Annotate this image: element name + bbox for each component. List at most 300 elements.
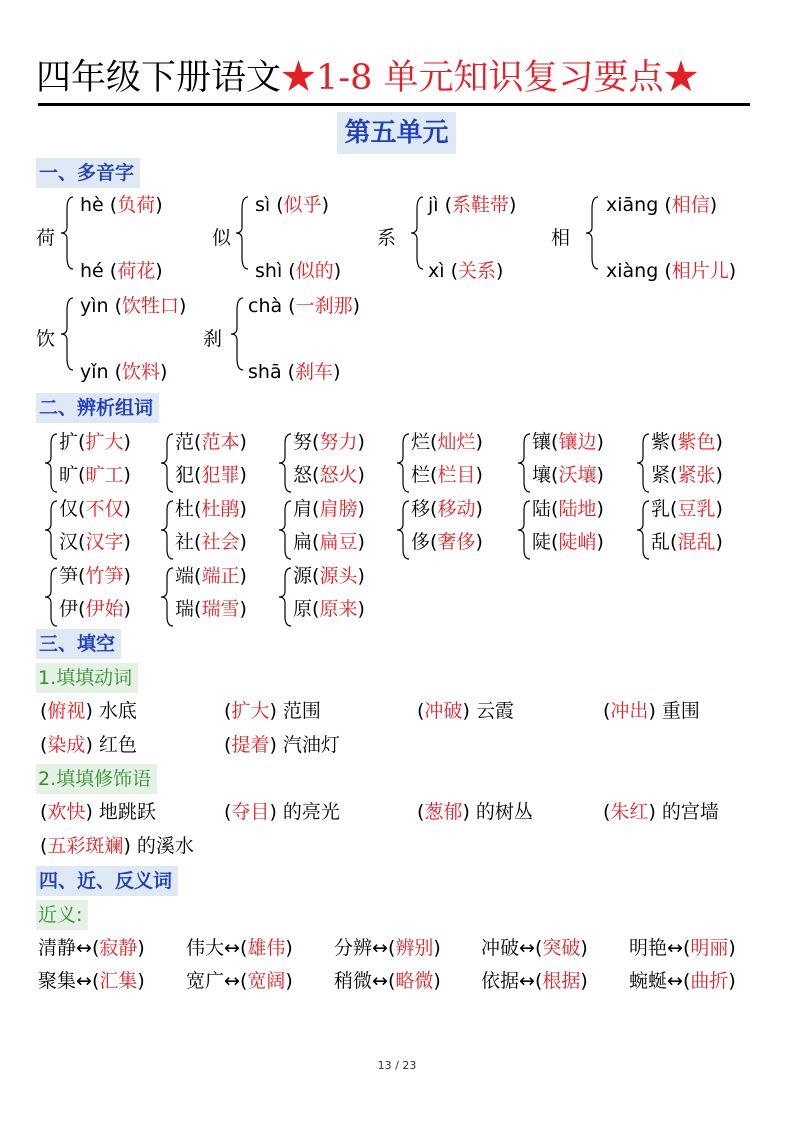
synonym-answer-paren: ( bbox=[239, 937, 248, 959]
fill-paren: ( bbox=[224, 734, 232, 756]
synonym-arrow: ↔ bbox=[519, 937, 535, 959]
polyphonic-example-paren: ) bbox=[155, 194, 163, 216]
pair-example-paren: ) bbox=[715, 464, 723, 486]
pinyin: shā bbox=[248, 361, 288, 383]
polyphonic-brace bbox=[235, 196, 249, 270]
pair-example-paren: ( bbox=[78, 464, 86, 486]
pair-example-paren: ( bbox=[194, 464, 202, 486]
synonym-answer-word: 略微 bbox=[395, 970, 434, 992]
synonym-answer-word: 雄伟 bbox=[247, 937, 286, 959]
synonym-word: 聚集 bbox=[38, 970, 77, 992]
synonym-arrow: ↔ bbox=[667, 937, 683, 959]
synonym-item bbox=[186, 935, 293, 961]
pair-item bbox=[59, 429, 131, 455]
pinyin: yǐn bbox=[80, 361, 115, 383]
pair-example-paren: ) bbox=[475, 498, 483, 520]
pair-example-paren: ( bbox=[312, 565, 320, 587]
pair-example-word: 陡峭 bbox=[558, 531, 597, 553]
pair-example-paren: ( bbox=[78, 431, 86, 453]
polyphonic-char: 系 bbox=[377, 227, 397, 249]
pair-example-word: 移动 bbox=[437, 498, 476, 520]
synonym-arrow: ↔ bbox=[224, 970, 240, 992]
fill-text: 云霞 bbox=[469, 700, 514, 722]
pair-example-word: 杜鹃 bbox=[201, 498, 240, 520]
pair-example-paren: ( bbox=[430, 431, 438, 453]
pair-item bbox=[175, 563, 247, 589]
pair-example-paren: ) bbox=[239, 531, 247, 553]
pair-char: 努 bbox=[293, 431, 313, 453]
fill-item bbox=[603, 698, 700, 724]
fill-item bbox=[40, 833, 194, 859]
pair-item bbox=[59, 563, 131, 589]
synonym-item bbox=[629, 968, 736, 994]
fill-text: 红色 bbox=[92, 734, 137, 756]
title-underline bbox=[38, 103, 750, 106]
synonym-answer-word: 曲折 bbox=[690, 970, 729, 992]
polyphonic-reading bbox=[255, 192, 329, 218]
polyphonic-example-paren: ) bbox=[160, 361, 168, 383]
synonym-word: 依据 bbox=[481, 970, 520, 992]
synonym-answer-word: 根据 bbox=[542, 970, 581, 992]
pair-example-word: 源头 bbox=[319, 565, 358, 587]
polyphonic-example-paren: ( bbox=[114, 361, 123, 383]
pair-example-paren: ( bbox=[78, 565, 86, 587]
pair-item bbox=[532, 429, 604, 455]
pair-example-paren: ) bbox=[123, 531, 131, 553]
polyphonic-reading bbox=[255, 258, 341, 284]
polyphonic-example-paren: ( bbox=[664, 194, 672, 216]
polyphonic-example-paren: ( bbox=[450, 260, 458, 282]
fill-text: 范围 bbox=[276, 700, 321, 722]
synonym-answer-paren: ) bbox=[285, 937, 293, 959]
pair-example-paren: ( bbox=[670, 498, 678, 520]
polyphonic-reading bbox=[248, 359, 340, 385]
pair-example-word: 镶边 bbox=[558, 431, 597, 453]
pair-brace bbox=[278, 500, 292, 560]
pair-example-word: 沃壤 bbox=[558, 464, 597, 486]
fill-item bbox=[40, 698, 137, 724]
polyphonic-brace bbox=[60, 196, 74, 270]
pair-example-word: 紧张 bbox=[677, 464, 716, 486]
pair-example-word: 混乱 bbox=[677, 531, 716, 553]
pair-example-word: 紫色 bbox=[677, 431, 716, 453]
pair-example-paren: ( bbox=[312, 531, 320, 553]
polyphonic-example-paren: ( bbox=[664, 260, 672, 282]
fill-item bbox=[224, 799, 340, 825]
fill-answer: 冲出 bbox=[610, 700, 649, 722]
synonym-answer-paren: ) bbox=[285, 970, 293, 992]
polyphonic-example-paren: ( bbox=[287, 361, 296, 383]
pair-example-word: 社会 bbox=[201, 531, 240, 553]
pair-example-paren: ) bbox=[239, 565, 247, 587]
pair-brace bbox=[160, 433, 174, 493]
pair-example-word: 原来 bbox=[319, 598, 358, 620]
fill-item bbox=[224, 698, 321, 724]
synonym-word: 宽广 bbox=[186, 970, 225, 992]
pair-item bbox=[293, 496, 365, 522]
pair-example-paren: ) bbox=[596, 498, 604, 520]
synonym-answer-paren: ( bbox=[387, 937, 396, 959]
synonym-answer-paren: ( bbox=[387, 970, 396, 992]
polyphonic-char: 饮 bbox=[36, 328, 56, 350]
synonym-answer-word: 辨别 bbox=[395, 937, 434, 959]
fill-paren: ( bbox=[224, 700, 232, 722]
fill-paren: ) bbox=[462, 700, 470, 722]
pair-char: 范 bbox=[175, 431, 195, 453]
polyphonic-example-paren: ( bbox=[109, 260, 118, 282]
synonym-answer-paren: ) bbox=[728, 937, 736, 959]
fill-answer: 染成 bbox=[47, 734, 86, 756]
synonym-answer-paren: ( bbox=[91, 937, 100, 959]
synonym-answer-paren: ) bbox=[728, 970, 736, 992]
pinyin: shì bbox=[255, 260, 289, 282]
fill-answer: 五彩斑斓 bbox=[47, 835, 124, 857]
pair-char: 乳 bbox=[651, 498, 671, 520]
synonym-answer-word: 汇集 bbox=[99, 970, 138, 992]
pair-example-paren: ( bbox=[78, 598, 86, 620]
pair-example-word: 伊始 bbox=[85, 598, 124, 620]
fill-answer: 冲破 bbox=[424, 700, 463, 722]
pair-example-word: 豆乳 bbox=[677, 498, 716, 520]
pair-example-paren: ( bbox=[430, 464, 438, 486]
synonym-answer-paren: ( bbox=[534, 970, 543, 992]
pair-example-paren: ) bbox=[123, 431, 131, 453]
fill-answer: 扩大 bbox=[231, 700, 270, 722]
pair-char: 肩 bbox=[293, 498, 313, 520]
pair-example-word: 扁豆 bbox=[319, 531, 358, 553]
fill-paren: ) bbox=[85, 734, 93, 756]
pair-example-paren: ) bbox=[475, 431, 483, 453]
pair-example-paren: ) bbox=[123, 498, 131, 520]
synonym-word: 稍微 bbox=[334, 970, 373, 992]
pair-example-paren: ( bbox=[430, 498, 438, 520]
synonym-answer-word: 突破 bbox=[542, 937, 581, 959]
pair-example-word: 陆地 bbox=[558, 498, 597, 520]
pinyin: hè bbox=[80, 194, 110, 216]
fill-paren: ( bbox=[40, 835, 48, 857]
synonym-arrow: ↔ bbox=[667, 970, 683, 992]
pair-example-paren: ( bbox=[194, 498, 202, 520]
pair-item bbox=[532, 496, 604, 522]
pair-char: 怒 bbox=[293, 464, 313, 486]
synonym-item bbox=[481, 935, 588, 961]
pair-example-paren: ) bbox=[123, 565, 131, 587]
synonym-word: 冲破 bbox=[481, 937, 520, 959]
pair-example-paren: ) bbox=[357, 498, 365, 520]
pair-example-word: 瑞雪 bbox=[201, 598, 240, 620]
synonym-word: 清静 bbox=[38, 937, 77, 959]
pair-example-word: 肩膀 bbox=[319, 498, 358, 520]
pair-brace bbox=[160, 500, 174, 560]
fill-paren: ( bbox=[417, 700, 425, 722]
polyphonic-example-paren: ) bbox=[709, 194, 718, 216]
fill-paren: ) bbox=[85, 700, 93, 722]
unit-banner: 第五单元 bbox=[337, 112, 456, 154]
synonym-arrow: ↔ bbox=[372, 937, 388, 959]
pair-brace bbox=[44, 433, 58, 493]
section-heading-fill: 三、填空 bbox=[36, 629, 121, 659]
polyphonic-example-paren: ( bbox=[288, 295, 296, 317]
polyphonic-example-word: 负荷 bbox=[117, 194, 156, 216]
pair-example-word: 奢侈 bbox=[437, 531, 476, 553]
pair-item bbox=[293, 429, 365, 455]
pair-example-paren: ( bbox=[551, 531, 559, 553]
pair-example-paren: ) bbox=[357, 565, 365, 587]
fill-paren: ( bbox=[417, 801, 425, 823]
synonym-answer-word: 宽阔 bbox=[247, 970, 286, 992]
synonym-item bbox=[629, 935, 736, 961]
pair-item bbox=[532, 529, 604, 555]
pair-char: 社 bbox=[175, 531, 195, 553]
polyphonic-char: 似 bbox=[212, 227, 232, 249]
polyphonic-example-word: 相信 bbox=[671, 194, 710, 216]
pair-brace bbox=[44, 567, 58, 627]
fill-text: 的溪水 bbox=[130, 835, 194, 857]
synonym-arrow: ↔ bbox=[372, 970, 388, 992]
pair-item bbox=[411, 496, 483, 522]
polyphonic-example-word: 饮牲口 bbox=[122, 295, 180, 317]
pair-item bbox=[411, 462, 483, 488]
pair-example-paren: ) bbox=[715, 431, 723, 453]
polyphonic-reading bbox=[606, 258, 736, 284]
pair-item bbox=[59, 496, 131, 522]
section-heading-synonyms: 四、近、反义词 bbox=[36, 866, 178, 896]
pair-example-paren: ) bbox=[357, 531, 365, 553]
polyphonic-example-word: 似乎 bbox=[283, 194, 322, 216]
polyphonic-char: 相 bbox=[551, 227, 571, 249]
pair-char: 紧 bbox=[651, 464, 671, 486]
synonym-answer-paren: ( bbox=[682, 970, 691, 992]
pair-item bbox=[651, 529, 723, 555]
fill-paren: ) bbox=[648, 700, 656, 722]
pair-example-paren: ( bbox=[78, 531, 86, 553]
polyphonic-example-paren: ) bbox=[179, 295, 187, 317]
synonym-arrow: ↔ bbox=[76, 970, 92, 992]
pair-char: 笋 bbox=[59, 565, 79, 587]
pair-example-paren: ( bbox=[551, 464, 559, 486]
polyphonic-example-paren: ) bbox=[509, 194, 517, 216]
synonym-answer-paren: ) bbox=[580, 937, 588, 959]
pair-item bbox=[59, 462, 131, 488]
pair-example-paren: ( bbox=[312, 464, 320, 486]
pair-example-paren: ( bbox=[670, 464, 678, 486]
pair-item bbox=[175, 462, 247, 488]
polyphonic-char: 刹 bbox=[203, 328, 223, 350]
pair-brace bbox=[636, 500, 650, 560]
synonym-item bbox=[334, 968, 441, 994]
title-main: 四年级下册语文 bbox=[36, 58, 282, 98]
pair-example-paren: ) bbox=[239, 498, 247, 520]
pair-example-paren: ( bbox=[194, 565, 202, 587]
pinyin: xiāng bbox=[606, 194, 665, 216]
fill-paren: ( bbox=[603, 700, 611, 722]
pair-char: 镶 bbox=[532, 431, 552, 453]
pinyin: xiàng bbox=[606, 260, 665, 282]
fill-answer: 朱红 bbox=[610, 801, 649, 823]
polyphonic-brace bbox=[230, 297, 244, 371]
pair-char: 移 bbox=[411, 498, 431, 520]
pair-item bbox=[175, 496, 247, 522]
synonym-answer-paren: ( bbox=[91, 970, 100, 992]
synonym-answer-paren: ) bbox=[137, 970, 145, 992]
fill-answer: 欢快 bbox=[47, 801, 86, 823]
fill-item bbox=[417, 698, 514, 724]
synonym-item bbox=[38, 935, 145, 961]
pair-char: 旷 bbox=[59, 464, 79, 486]
pair-example-word: 竹笋 bbox=[85, 565, 124, 587]
pair-char: 扁 bbox=[293, 531, 313, 553]
polyphonic-reading bbox=[606, 192, 717, 218]
pair-example-paren: ) bbox=[596, 464, 604, 486]
document-title bbox=[36, 52, 756, 104]
pair-char: 烂 bbox=[411, 431, 431, 453]
polyphonic-reading bbox=[80, 258, 163, 284]
pair-example-paren: ) bbox=[715, 531, 723, 553]
pair-item bbox=[293, 563, 365, 589]
polyphonic-example-paren: ( bbox=[114, 295, 123, 317]
pair-char: 陆 bbox=[532, 498, 552, 520]
pair-char: 壤 bbox=[532, 464, 552, 486]
pair-item bbox=[293, 462, 365, 488]
synonym-arrow: ↔ bbox=[76, 937, 92, 959]
pair-brace bbox=[278, 433, 292, 493]
pair-char: 侈 bbox=[411, 531, 431, 553]
fill-paren: ) bbox=[85, 801, 93, 823]
polyphonic-example-paren: ) bbox=[728, 260, 737, 282]
pinyin: xì bbox=[428, 260, 451, 282]
pair-char: 紫 bbox=[651, 431, 671, 453]
fill-answer: 提着 bbox=[231, 734, 270, 756]
pair-item bbox=[59, 529, 131, 555]
polyphonic-example-paren: ( bbox=[288, 260, 296, 282]
fill-item bbox=[40, 799, 156, 825]
section-heading-polyphonic: 一、多音字 bbox=[36, 158, 140, 188]
pair-example-paren: ) bbox=[357, 431, 365, 453]
fill-item bbox=[40, 732, 137, 758]
pair-example-paren: ) bbox=[239, 431, 247, 453]
pair-item bbox=[411, 429, 483, 455]
pair-example-word: 扩大 bbox=[85, 431, 124, 453]
polyphonic-example-word: 刹车 bbox=[295, 361, 334, 383]
pair-example-paren: ( bbox=[194, 598, 202, 620]
pair-brace bbox=[517, 433, 531, 493]
pair-example-word: 灿烂 bbox=[437, 431, 476, 453]
pair-example-paren: ( bbox=[670, 431, 678, 453]
pair-example-word: 端正 bbox=[201, 565, 240, 587]
pair-example-paren: ) bbox=[239, 464, 247, 486]
polyphonic-example-word: 关系 bbox=[457, 260, 496, 282]
polyphonic-example-word: 一刹那 bbox=[295, 295, 353, 317]
pair-char: 陡 bbox=[532, 531, 552, 553]
pinyin: jì bbox=[428, 194, 445, 216]
synonym-arrow: ↔ bbox=[224, 937, 240, 959]
synonym-item bbox=[186, 968, 293, 994]
synonym-item bbox=[481, 968, 588, 994]
pair-char: 扩 bbox=[59, 431, 79, 453]
polyphonic-reading bbox=[80, 359, 167, 385]
subheading-verbs: 1.填填动词 bbox=[36, 663, 138, 693]
fill-answer: 葱郁 bbox=[424, 801, 463, 823]
pair-brace bbox=[396, 433, 410, 493]
polyphonic-reading bbox=[428, 192, 516, 218]
pair-char: 瑞 bbox=[175, 598, 195, 620]
pair-item bbox=[532, 462, 604, 488]
polyphonic-brace bbox=[410, 196, 424, 270]
fill-answer: 夺目 bbox=[231, 801, 270, 823]
pinyin: chà bbox=[248, 295, 289, 317]
polyphonic-example-paren: ) bbox=[155, 260, 163, 282]
pair-item bbox=[651, 496, 723, 522]
fill-paren: ( bbox=[40, 734, 48, 756]
pair-example-paren: ) bbox=[357, 464, 365, 486]
pinyin: hé bbox=[80, 260, 110, 282]
pair-item bbox=[411, 529, 483, 555]
polyphonic-example-paren: ( bbox=[276, 194, 284, 216]
pair-example-paren: ) bbox=[596, 431, 604, 453]
pair-example-paren: ) bbox=[239, 598, 247, 620]
fill-paren: ) bbox=[269, 801, 277, 823]
fill-text: 水底 bbox=[92, 700, 137, 722]
pair-item bbox=[175, 429, 247, 455]
polyphonic-brace bbox=[585, 196, 599, 270]
pair-brace bbox=[44, 500, 58, 560]
pair-example-paren: ) bbox=[475, 464, 483, 486]
pair-example-paren: ) bbox=[357, 598, 365, 620]
synonym-item bbox=[38, 968, 145, 994]
polyphonic-example-word: 系鞋带 bbox=[452, 194, 510, 216]
pair-char: 杜 bbox=[175, 498, 195, 520]
pair-example-word: 汉字 bbox=[85, 531, 124, 553]
pair-example-word: 努力 bbox=[319, 431, 358, 453]
fill-paren: ) bbox=[269, 734, 277, 756]
synonym-answer-word: 明丽 bbox=[690, 937, 729, 959]
pinyin: yìn bbox=[80, 295, 115, 317]
title-highlight: ★1-8 单元知识复习要点★ bbox=[281, 58, 699, 98]
pair-char: 伊 bbox=[59, 598, 79, 620]
polyphonic-example-word: 荷花 bbox=[117, 260, 156, 282]
subheading-modifiers: 2.填填修饰语 bbox=[36, 764, 157, 794]
pair-char: 犯 bbox=[175, 464, 195, 486]
pair-item bbox=[293, 529, 365, 555]
pair-example-paren: ( bbox=[551, 431, 559, 453]
pair-brace bbox=[636, 433, 650, 493]
fill-paren: ( bbox=[40, 801, 48, 823]
fill-paren: ( bbox=[224, 801, 232, 823]
pair-example-paren: ( bbox=[551, 498, 559, 520]
pair-example-paren: ) bbox=[123, 598, 131, 620]
pair-example-paren: ) bbox=[596, 531, 604, 553]
fill-text: 的亮光 bbox=[276, 801, 340, 823]
synonym-answer-paren: ( bbox=[534, 937, 543, 959]
synonym-answer-word: 寂静 bbox=[99, 937, 138, 959]
polyphonic-example-word: 饮料 bbox=[122, 361, 161, 383]
synonym-answer-paren: ) bbox=[433, 937, 441, 959]
polyphonic-example-paren: ) bbox=[333, 260, 342, 282]
pair-example-paren: ( bbox=[194, 531, 202, 553]
pair-example-word: 不仅 bbox=[85, 498, 124, 520]
fill-paren: ( bbox=[603, 801, 611, 823]
synonym-item bbox=[334, 935, 441, 961]
pair-example-paren: ) bbox=[475, 531, 483, 553]
pair-item bbox=[651, 429, 723, 455]
pair-item bbox=[651, 462, 723, 488]
pair-example-paren: ) bbox=[123, 464, 131, 486]
fill-paren: ( bbox=[40, 700, 48, 722]
synonym-word: 蜿蜒 bbox=[629, 970, 668, 992]
synonym-word: 分辨 bbox=[334, 937, 373, 959]
pair-char: 端 bbox=[175, 565, 195, 587]
fill-text: 地跳跃 bbox=[92, 801, 156, 823]
